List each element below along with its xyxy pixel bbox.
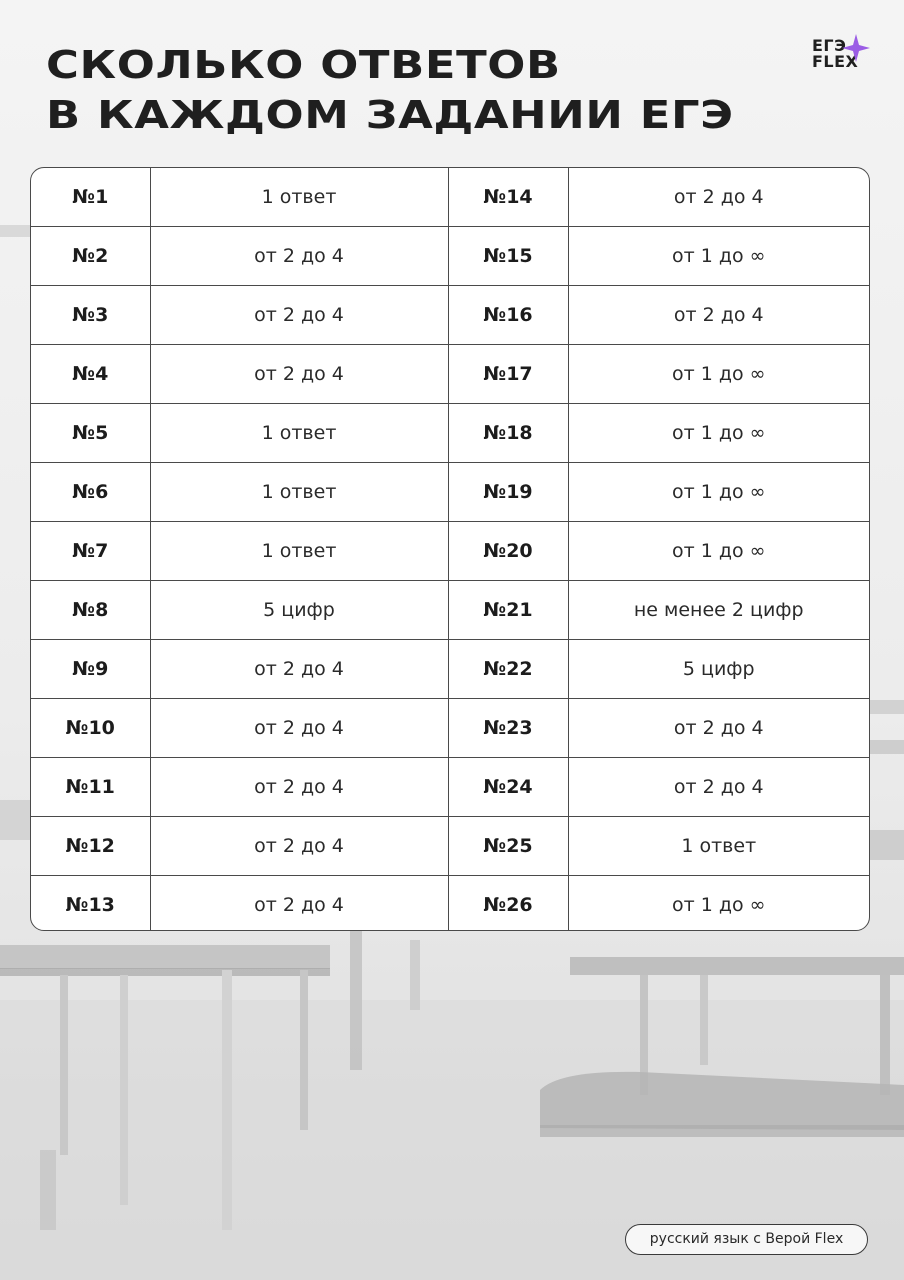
- task-number-cell: №20: [448, 522, 568, 581]
- answer-count-cell: от 2 до 4: [150, 345, 448, 404]
- task-number-cell: №1: [31, 168, 150, 227]
- answer-count-cell: от 2 до 4: [150, 817, 448, 876]
- title-line-2: В КАЖДОМ ЗАДАНИИ ЕГЭ: [46, 93, 734, 137]
- answer-count-cell: от 1 до ∞: [568, 404, 869, 463]
- task-number-cell: №21: [448, 581, 568, 640]
- answer-count-cell: от 2 до 4: [150, 758, 448, 817]
- answer-count-cell: 1 ответ: [568, 817, 869, 876]
- task-number-cell: №6: [31, 463, 150, 522]
- task-number-cell: №25: [448, 817, 568, 876]
- task-number-cell: №15: [448, 227, 568, 286]
- table-row: [31, 817, 869, 876]
- task-number-cell: №13: [31, 876, 150, 932]
- answer-count-cell: от 1 до ∞: [568, 345, 869, 404]
- task-number-cell: №26: [448, 876, 568, 932]
- brand-logo: [808, 33, 872, 75]
- task-number-cell: №12: [31, 817, 150, 876]
- table-row: [31, 640, 869, 699]
- answer-count-cell: 5 цифр: [568, 640, 869, 699]
- answer-count-cell: 1 ответ: [150, 404, 448, 463]
- footer-badge: русский язык с Верой Flex: [625, 1224, 868, 1255]
- answer-count-cell: 5 цифр: [150, 581, 448, 640]
- answer-count-cell: от 2 до 4: [568, 699, 869, 758]
- task-number-cell: №16: [448, 286, 568, 345]
- answer-count-cell: 1 ответ: [150, 168, 448, 227]
- task-number-cell: №22: [448, 640, 568, 699]
- answer-count-cell: от 2 до 4: [568, 168, 869, 227]
- table-row: [31, 168, 869, 227]
- answer-count-cell: от 2 до 4: [150, 876, 448, 932]
- answer-count-cell: от 1 до ∞: [568, 227, 869, 286]
- answers-table-body: [31, 168, 869, 931]
- table-row: [31, 522, 869, 581]
- task-number-cell: №14: [448, 168, 568, 227]
- answer-count-cell: от 2 до 4: [150, 699, 448, 758]
- logo-line-2: FLEX: [812, 52, 859, 71]
- answer-count-cell: от 2 до 4: [150, 640, 448, 699]
- table-row: [31, 404, 869, 463]
- task-number-cell: №5: [31, 404, 150, 463]
- task-number-cell: №24: [448, 758, 568, 817]
- task-number-cell: №19: [448, 463, 568, 522]
- task-number-cell: №11: [31, 758, 150, 817]
- task-number-cell: №7: [31, 522, 150, 581]
- answer-count-cell: от 1 до ∞: [568, 522, 869, 581]
- table-row: [31, 227, 869, 286]
- table-row: [31, 876, 869, 932]
- answer-count-cell: от 1 до ∞: [568, 463, 869, 522]
- answer-count-cell: от 2 до 4: [568, 286, 869, 345]
- answer-count-cell: 1 ответ: [150, 463, 448, 522]
- answer-count-cell: 1 ответ: [150, 522, 448, 581]
- table-row: [31, 581, 869, 640]
- logo-line-1: ЕГЭ: [812, 36, 847, 55]
- table-row: [31, 463, 869, 522]
- table-row: [31, 699, 869, 758]
- answers-table: [30, 167, 870, 931]
- answer-count-cell: от 2 до 4: [568, 758, 869, 817]
- task-number-cell: №3: [31, 286, 150, 345]
- answer-count-cell: от 1 до ∞: [568, 876, 869, 932]
- task-number-cell: №4: [31, 345, 150, 404]
- task-number-cell: №8: [31, 581, 150, 640]
- task-number-cell: №18: [448, 404, 568, 463]
- table-row: [31, 345, 869, 404]
- task-number-cell: №17: [448, 345, 568, 404]
- table-row: [31, 758, 869, 817]
- answer-count-cell: от 2 до 4: [150, 286, 448, 345]
- task-number-cell: №23: [448, 699, 568, 758]
- task-number-cell: №10: [31, 699, 150, 758]
- table-row: [31, 286, 869, 345]
- task-number-cell: №9: [31, 640, 150, 699]
- sparkle-icon: [842, 34, 870, 62]
- answer-count-cell: не менее 2 цифр: [568, 581, 869, 640]
- task-number-cell: №2: [31, 227, 150, 286]
- answer-count-cell: от 2 до 4: [150, 227, 448, 286]
- title-line-1: СКОЛЬКО ОТВЕТОВ: [46, 43, 561, 87]
- page-title: [46, 40, 734, 140]
